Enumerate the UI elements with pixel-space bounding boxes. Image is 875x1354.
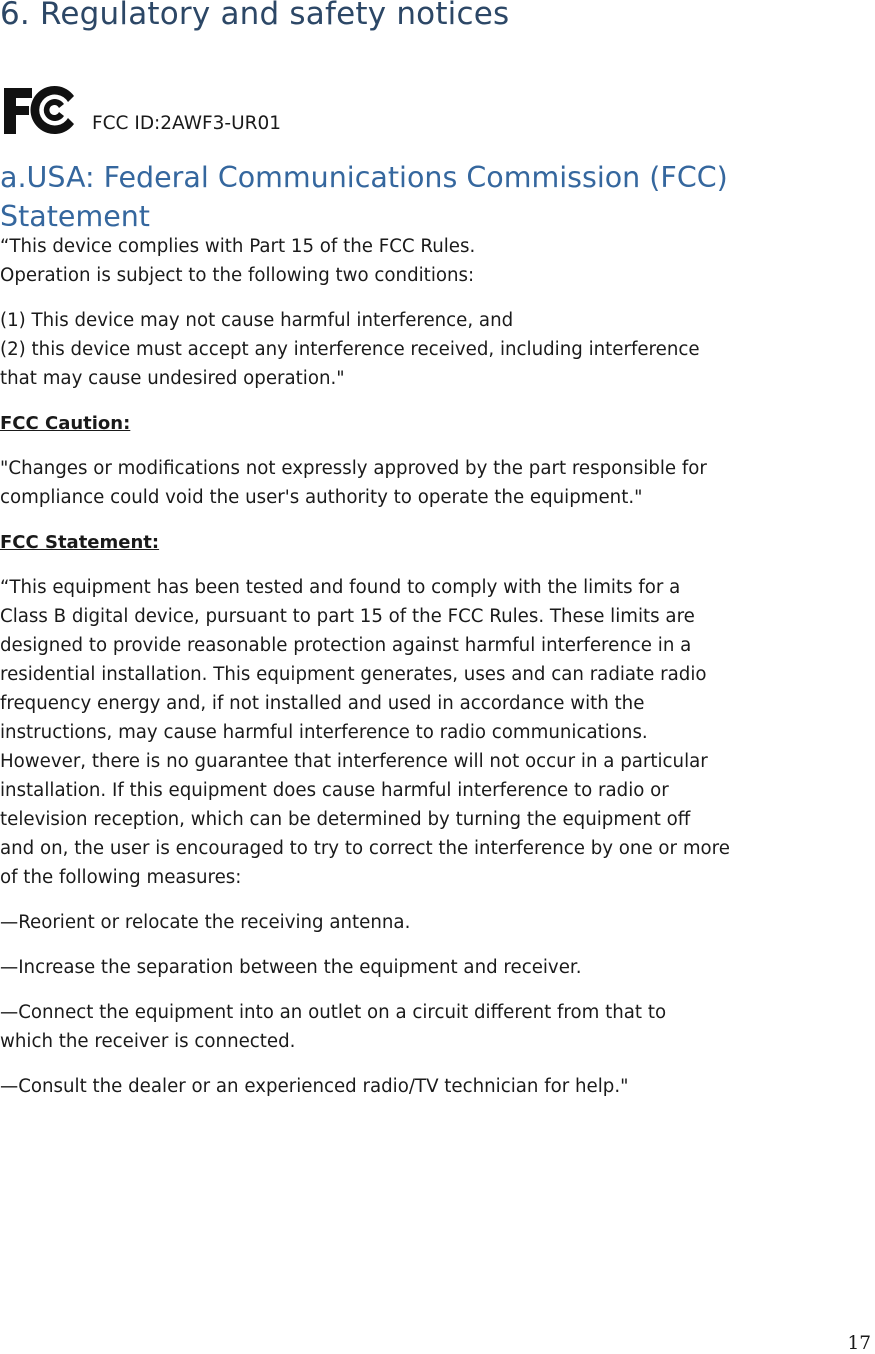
fcc-id-row bbox=[2, 84, 281, 136]
condition-line: (1) This device may not cause harmful interference, and bbox=[0, 310, 514, 331]
intro-line: “This device complies with Part 15 of the FCC Rules. bbox=[0, 236, 476, 257]
body-text bbox=[0, 232, 875, 1117]
statement-line: of the following measures: bbox=[0, 867, 242, 888]
statement-line: instructions, may cause harmful interference to radio communications. bbox=[0, 722, 648, 743]
page-number: 17 bbox=[847, 1333, 871, 1354]
caution-heading-paragraph bbox=[0, 409, 875, 438]
condition-line: (2) this device must accept any interference received, including interference bbox=[0, 339, 700, 360]
intro-line: Operation is subject to the following two conditions: bbox=[0, 265, 475, 286]
intro-paragraph bbox=[0, 232, 875, 290]
measure-item bbox=[0, 908, 875, 937]
condition-line: that may cause undesired operation." bbox=[0, 368, 345, 389]
statement-heading-paragraph bbox=[0, 528, 875, 557]
measure-item bbox=[0, 1072, 875, 1101]
caution-line: compliance could void the user's authority to operate the equipment." bbox=[0, 487, 643, 508]
statement-line: residential installation. This equipment generates, uses and can radiate radio bbox=[0, 664, 707, 685]
caution-paragraph bbox=[0, 454, 875, 512]
statement-line: and on, the user is encouraged to try to correct the interference by one or more bbox=[0, 838, 730, 859]
caution-line: "Changes or modifications not expressly approved by the part responsible for bbox=[0, 458, 707, 479]
conditions-paragraph bbox=[0, 306, 875, 393]
measure-line: —Increase the separation between the equipment and receiver. bbox=[0, 957, 582, 978]
statement-line: frequency energy and, if not installed and used in accordance with the bbox=[0, 693, 645, 714]
statement-line: designed to provide reasonable protection against harmful interference in a bbox=[0, 635, 692, 656]
fcc-statement-heading: FCC Statement: bbox=[0, 532, 160, 553]
measure-line: which the receiver is connected. bbox=[0, 1031, 296, 1052]
measure-line: —Reorient or relocate the receiving antenna. bbox=[0, 912, 411, 933]
statement-line: television reception, which can be determined by turning the equipment off bbox=[0, 809, 691, 830]
measure-line: —Connect the equipment into an outlet on a circuit different from that to bbox=[0, 1002, 667, 1023]
measure-item bbox=[0, 998, 875, 1056]
measure-line: —Consult the dealer or an experienced radio/TV technician for help." bbox=[0, 1076, 629, 1097]
statement-line: “This equipment has been tested and found to comply with the limits for a bbox=[0, 577, 681, 598]
fcc-caution-heading: FCC Caution: bbox=[0, 413, 131, 434]
statement-paragraph bbox=[0, 573, 875, 892]
fcc-id-text: FCC ID:2AWF3-UR01 bbox=[92, 113, 282, 134]
statement-line: installation. If this equipment does cause harmful interference to radio or bbox=[0, 780, 669, 801]
statement-line: However, there is no guarantee that interference will not occur in a particular bbox=[0, 751, 708, 772]
page-title: 6. Regulatory and safety notices bbox=[0, 0, 510, 32]
statement-line: Class B digital device, pursuant to part 15 of the FCC Rules. These limits are bbox=[0, 606, 695, 627]
section-title: a.USA: Federal Communications Commission (FCC) Statement bbox=[0, 161, 728, 233]
measure-item bbox=[0, 953, 875, 982]
fcc-logo-icon bbox=[2, 84, 76, 136]
